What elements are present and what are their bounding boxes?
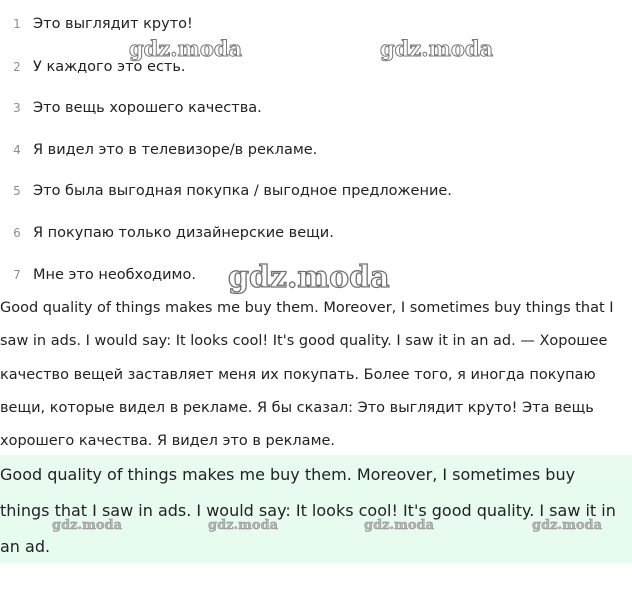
phrase-text: Мне это необходимо. xyxy=(33,267,196,283)
phrase-text: Это выглядит круто! xyxy=(33,16,193,32)
example-paragraph: Good quality of things makes me buy them. Moreover, I sometimes buy things that I saw in ads. I would say: It looks cool! It's good quality. I saw it in an ad. — Хорошее качество вещей заставляет меня их покупать. Более того, я иногда покупаю вещи, которые видел в рекламе. Я бы сказал: Это выглядит круто! Эта вещь хорошего качества. Я видел это в рекламе. xyxy=(0,300,614,450)
phrase-number: 2 xyxy=(13,60,21,74)
watermark: gdz.moda xyxy=(129,36,243,61)
watermark: gdz.moda xyxy=(52,518,123,533)
watermark: gdz.moda xyxy=(532,518,603,533)
phrase-text: Это была выгодная покупка / выгодное предложение. xyxy=(33,183,452,199)
phrase-number: 3 xyxy=(13,101,21,115)
phrase-text: Это вещь хорошего качества. xyxy=(33,100,262,116)
watermark: gdz.moda xyxy=(380,36,494,61)
answer-block xyxy=(0,455,632,563)
watermark: gdz.moda xyxy=(364,518,435,533)
phrase-number: 5 xyxy=(13,184,21,198)
watermark: gdz.moda xyxy=(228,260,390,295)
phrase-text: Я видел это в телевизоре/в рекламе. xyxy=(33,142,318,158)
watermark: gdz.moda xyxy=(208,518,279,533)
phrase-number: 4 xyxy=(13,143,21,157)
phrase-text: Я покупаю только дизайнерские вещи. xyxy=(33,225,334,241)
answer-text: Good quality of things makes me buy them. Moreover, I sometimes buy things that I saw in ads. I would say: It looks cool! It's good quality. I saw it in an ad. xyxy=(0,465,616,556)
phrase-number: 7 xyxy=(13,268,21,282)
phrase-text: У каждого это есть. xyxy=(33,59,186,75)
phrase-number: 1 xyxy=(13,17,21,31)
phrase-number: 6 xyxy=(13,226,21,240)
